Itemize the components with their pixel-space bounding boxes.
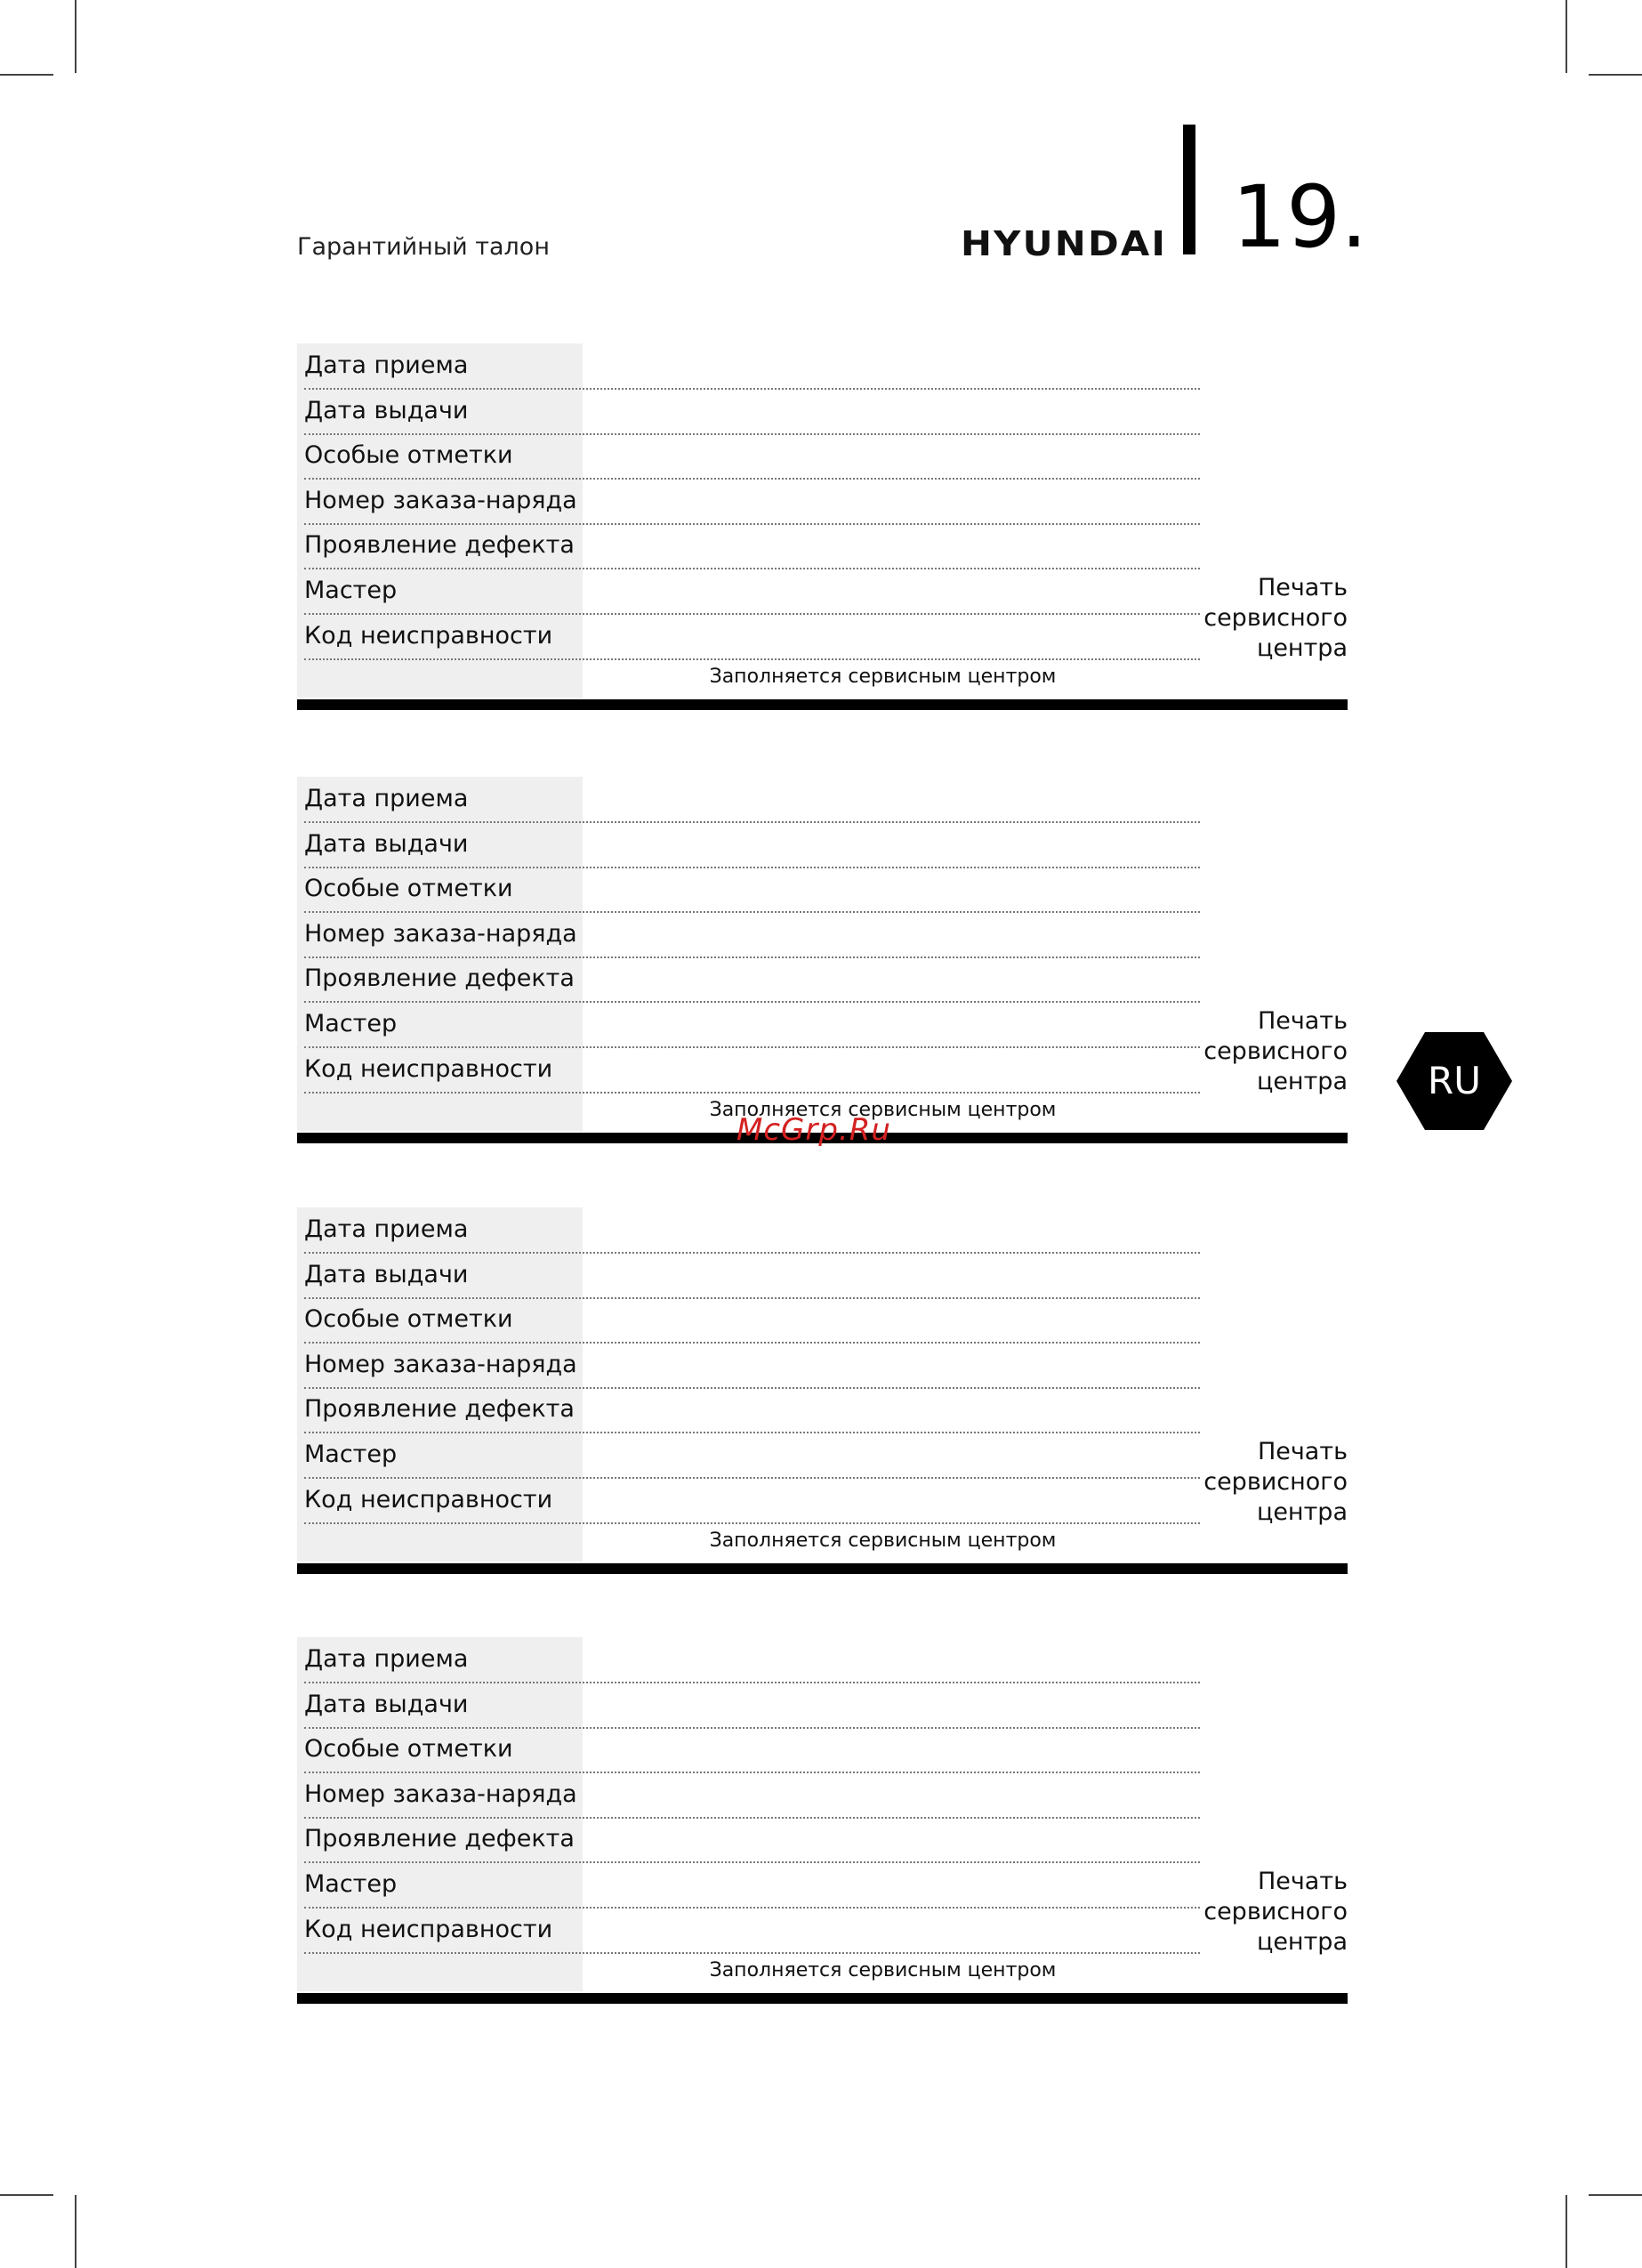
form-row[interactable] bbox=[304, 1637, 1200, 1683]
field-label: Дата приема bbox=[304, 1215, 469, 1243]
language-badge bbox=[1397, 1032, 1512, 1130]
form-row[interactable] bbox=[304, 1727, 1200, 1773]
form-row[interactable] bbox=[304, 343, 1200, 390]
field-label: Код неисправности bbox=[304, 1054, 553, 1083]
block-bottom-rule bbox=[297, 699, 1348, 710]
form-row[interactable] bbox=[304, 822, 1200, 868]
stamp-area bbox=[1196, 1006, 1348, 1097]
crop-mark bbox=[75, 2195, 76, 2268]
crop-mark bbox=[0, 2194, 53, 2196]
form-row[interactable] bbox=[304, 1207, 1200, 1254]
stamp-area bbox=[1196, 1867, 1348, 1957]
field-label: Мастер bbox=[304, 1870, 398, 1898]
crop-mark bbox=[1589, 74, 1642, 76]
field-label: Код неисправности bbox=[304, 1915, 553, 1943]
form-row[interactable] bbox=[304, 1433, 1200, 1479]
form-row[interactable] bbox=[304, 1297, 1200, 1344]
form-row[interactable] bbox=[304, 956, 1200, 1003]
stamp-label-line: Печать bbox=[1257, 1438, 1348, 1465]
service-center-note: Заполняется сервисным центром bbox=[709, 1529, 1057, 1552]
language-label: RU bbox=[1428, 1059, 1481, 1102]
watermark: McGrp.Ru bbox=[736, 1112, 891, 1148]
crop-mark bbox=[0, 74, 53, 76]
brand-logo: HYUNDAI bbox=[961, 224, 1168, 263]
form-row[interactable] bbox=[304, 777, 1200, 823]
form-row[interactable] bbox=[304, 1253, 1200, 1299]
field-label: Проявление дефекта bbox=[304, 965, 575, 993]
stamp-label-line: центра bbox=[1256, 1928, 1348, 1956]
field-label: Проявление дефекта bbox=[304, 531, 575, 560]
field-label: Номер заказа-наряда bbox=[304, 1780, 577, 1808]
service-center-note: Заполняется сервисным центром bbox=[709, 666, 1057, 688]
field-label: Код неисправности bbox=[304, 621, 553, 650]
crop-mark bbox=[1566, 2195, 1567, 2268]
field-label: Мастер bbox=[304, 577, 398, 604]
stamp-area bbox=[1196, 573, 1348, 664]
form-row[interactable] bbox=[304, 1683, 1200, 1729]
form-row[interactable] bbox=[304, 867, 1200, 913]
document-title: Гарантийный талон bbox=[297, 233, 550, 261]
stamp-label-line: центра bbox=[1256, 634, 1348, 662]
field-label: Особые отметки bbox=[304, 1305, 513, 1334]
form-row[interactable] bbox=[304, 1002, 1200, 1048]
stamp-label-line: Печать bbox=[1257, 1007, 1348, 1035]
stamp-label-line: сервисного bbox=[1203, 1898, 1348, 1925]
crop-mark bbox=[1589, 2194, 1642, 2196]
field-label: Номер заказа-наряда bbox=[304, 486, 577, 514]
field-label: Мастер bbox=[304, 1441, 398, 1468]
service-center-note: Заполняется сервисным центром bbox=[709, 1959, 1057, 1981]
field-label: Дата выдачи bbox=[304, 1260, 469, 1288]
field-label: Дата выдачи bbox=[304, 396, 469, 424]
field-label: Номер заказа-наряда bbox=[304, 1350, 577, 1378]
form-row[interactable] bbox=[304, 1772, 1200, 1819]
warranty-block bbox=[297, 343, 1348, 710]
form-row[interactable] bbox=[304, 1387, 1200, 1433]
form-row[interactable] bbox=[304, 1908, 1200, 1954]
crop-mark bbox=[75, 0, 76, 73]
form-row[interactable] bbox=[304, 433, 1200, 480]
field-label: Мастер bbox=[304, 1010, 398, 1037]
form-row[interactable] bbox=[304, 912, 1200, 958]
form-row[interactable] bbox=[304, 614, 1200, 660]
stamp-label-line: сервисного bbox=[1203, 604, 1348, 632]
stamp-label-line: центра bbox=[1256, 1068, 1348, 1095]
page-number: 19. bbox=[1232, 167, 1368, 267]
field-label: Номер заказа-наряда bbox=[304, 919, 577, 948]
form-row[interactable] bbox=[304, 569, 1200, 615]
page-number-bar bbox=[1183, 125, 1195, 254]
form-row[interactable] bbox=[304, 479, 1200, 525]
warranty-block bbox=[297, 777, 1348, 1143]
form-row[interactable] bbox=[304, 1047, 1200, 1094]
stamp-area bbox=[1196, 1437, 1348, 1528]
stamp-label-line: Печать bbox=[1257, 574, 1348, 601]
field-label: Дата выдачи bbox=[304, 829, 469, 858]
stamp-label-line: центра bbox=[1256, 1498, 1348, 1526]
field-label: Код неисправности bbox=[304, 1485, 553, 1513]
stamp-label-line: Печать bbox=[1257, 1868, 1348, 1895]
crop-mark bbox=[1566, 0, 1567, 73]
field-label: Дата приема bbox=[304, 1645, 469, 1673]
form-row[interactable] bbox=[304, 1817, 1200, 1863]
form-row[interactable] bbox=[304, 1862, 1200, 1909]
stamp-label-line: сервисного bbox=[1203, 1468, 1348, 1496]
form-row[interactable] bbox=[304, 523, 1200, 569]
form-row[interactable] bbox=[304, 389, 1200, 435]
service-center-note: Заполняется сервисным центром bbox=[709, 1099, 1057, 1121]
warranty-block bbox=[297, 1207, 1348, 1574]
field-label: Дата приема bbox=[304, 351, 469, 379]
warranty-block bbox=[297, 1637, 1348, 2004]
field-label: Проявление дефекта bbox=[304, 1825, 575, 1853]
field-label: Особые отметки bbox=[304, 441, 513, 470]
field-label: Особые отметки bbox=[304, 1735, 513, 1764]
form-row[interactable] bbox=[304, 1478, 1200, 1524]
field-label: Дата приема bbox=[304, 785, 469, 812]
form-row[interactable] bbox=[304, 1343, 1200, 1389]
block-bottom-rule bbox=[297, 1563, 1348, 1574]
field-label: Особые отметки bbox=[304, 875, 513, 903]
field-label: Дата выдачи bbox=[304, 1690, 469, 1718]
stamp-label-line: сервисного bbox=[1203, 1037, 1348, 1065]
field-label: Проявление дефекта bbox=[304, 1395, 575, 1424]
block-bottom-rule bbox=[297, 1993, 1348, 2004]
